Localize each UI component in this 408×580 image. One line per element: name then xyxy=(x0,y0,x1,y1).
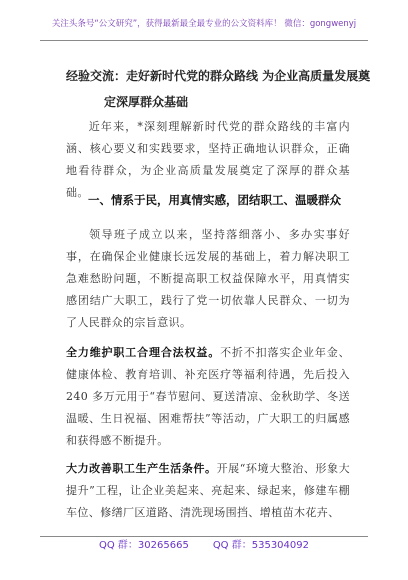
paragraph-2-text: 领导班子成立以来，坚持落细落小、多办实事好事，在确保企业健康长远发展的基础上，着力解决职工急难愁盼问题，不断提高职工权益保障水平，用真情实感团结广大职工，践行了党一切依靠人民群众、一切为了人民群众的宗旨意识。 xyxy=(66,228,350,329)
footer xyxy=(0,539,408,553)
paragraph-intro xyxy=(66,116,350,204)
header-banner: 关注头条号“公文研究”，获得最新最全最专业的公文资料库！ 微信：gongwenyj xyxy=(51,19,357,29)
paragraph-2 xyxy=(66,224,350,334)
paragraph-4 xyxy=(66,458,350,524)
document-title-line-2: 定深厚群众基础 xyxy=(104,95,189,109)
paragraph-3-lead: 全力维护职工合理合法权益。 xyxy=(66,346,221,359)
paragraph-3 xyxy=(66,342,350,452)
section-heading-1: 一、情系于民，用真情实感，团结职工、温暖群众 xyxy=(88,193,341,207)
header-divider xyxy=(40,40,368,41)
paragraph-4-text: 开展“环境大整治、形象大提升”工程，让企业美起来、亮起来、绿起来，修建车棚车位、修缮厂区道路、清洗现场围挡、增植苗木花卉、 xyxy=(66,462,350,519)
paragraph-4-lead: 大力改善职工生产生活条件。 xyxy=(66,462,217,475)
footer-qq-group-2: QQ 群：535304092 xyxy=(212,540,309,551)
footer-qq-group-1: QQ 群：30265665 xyxy=(98,540,189,551)
paragraph-intro-text: 近年来，*深刻理解新时代党的群众路线的丰富内涵、核心要义和实践要求，坚持正确地认识群众，正确地看待群众，为企业高质量发展奠定了深厚的群众基础。 xyxy=(66,120,350,199)
document-title-line-1: 经验交流：走好新时代党的群众路线 为企业高质量发展奠 xyxy=(66,69,371,83)
footer-divider xyxy=(40,536,368,537)
paragraph-3-text: 不折不扣落实企业年金、健康体检、教育培训、补充医疗等福利待遇，先后投入 240 多万元用于“春节慰问、夏送清凉、金秋助学、冬送温暖、生日祝福、困难帮扶”等活动，广大职工的归属感和获得感不断提升。 xyxy=(66,346,350,447)
